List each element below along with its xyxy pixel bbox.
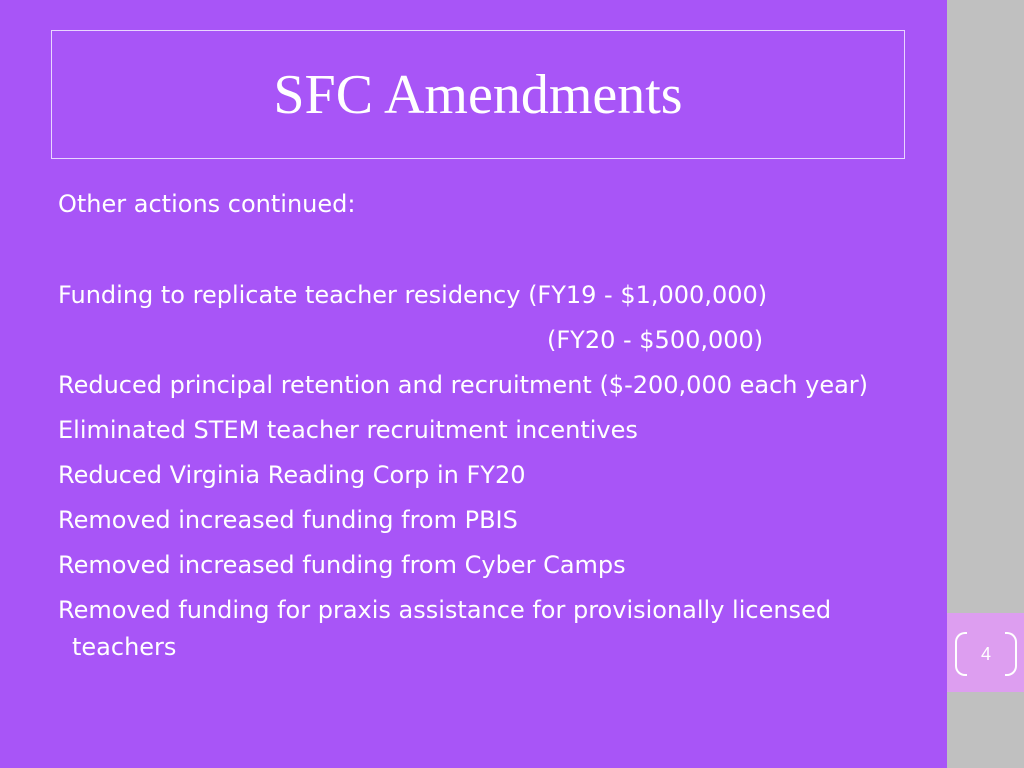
body-line-7: Removed increased funding from Cyber Camps — [58, 551, 626, 579]
body-line-2: (FY20 - $500,000) — [547, 326, 764, 354]
page-number: 4 — [980, 644, 991, 664]
page-bracket-right — [1005, 632, 1017, 676]
body-line-8: Removed funding for praxis assistance for provisionally licensed — [58, 596, 832, 624]
body-line-3: Reduced principal retention and recruitment ($-200,000 each year) — [58, 371, 869, 399]
body-line-6: Removed increased funding from PBIS — [58, 506, 518, 534]
title-box — [51, 30, 905, 159]
page-bracket-left — [955, 632, 967, 676]
body-line-4: Eliminated STEM teacher recruitment incentives — [58, 416, 638, 444]
slide-title: SFC Amendments — [273, 63, 683, 126]
body-line-9: teachers — [72, 633, 177, 661]
body-line-5: Reduced Virginia Reading Corp in FY20 — [58, 461, 526, 489]
body-line-1: Funding to replicate teacher residency (FY19 - $1,000,000) — [58, 281, 768, 309]
intro-text: Other actions continued: — [58, 190, 356, 218]
